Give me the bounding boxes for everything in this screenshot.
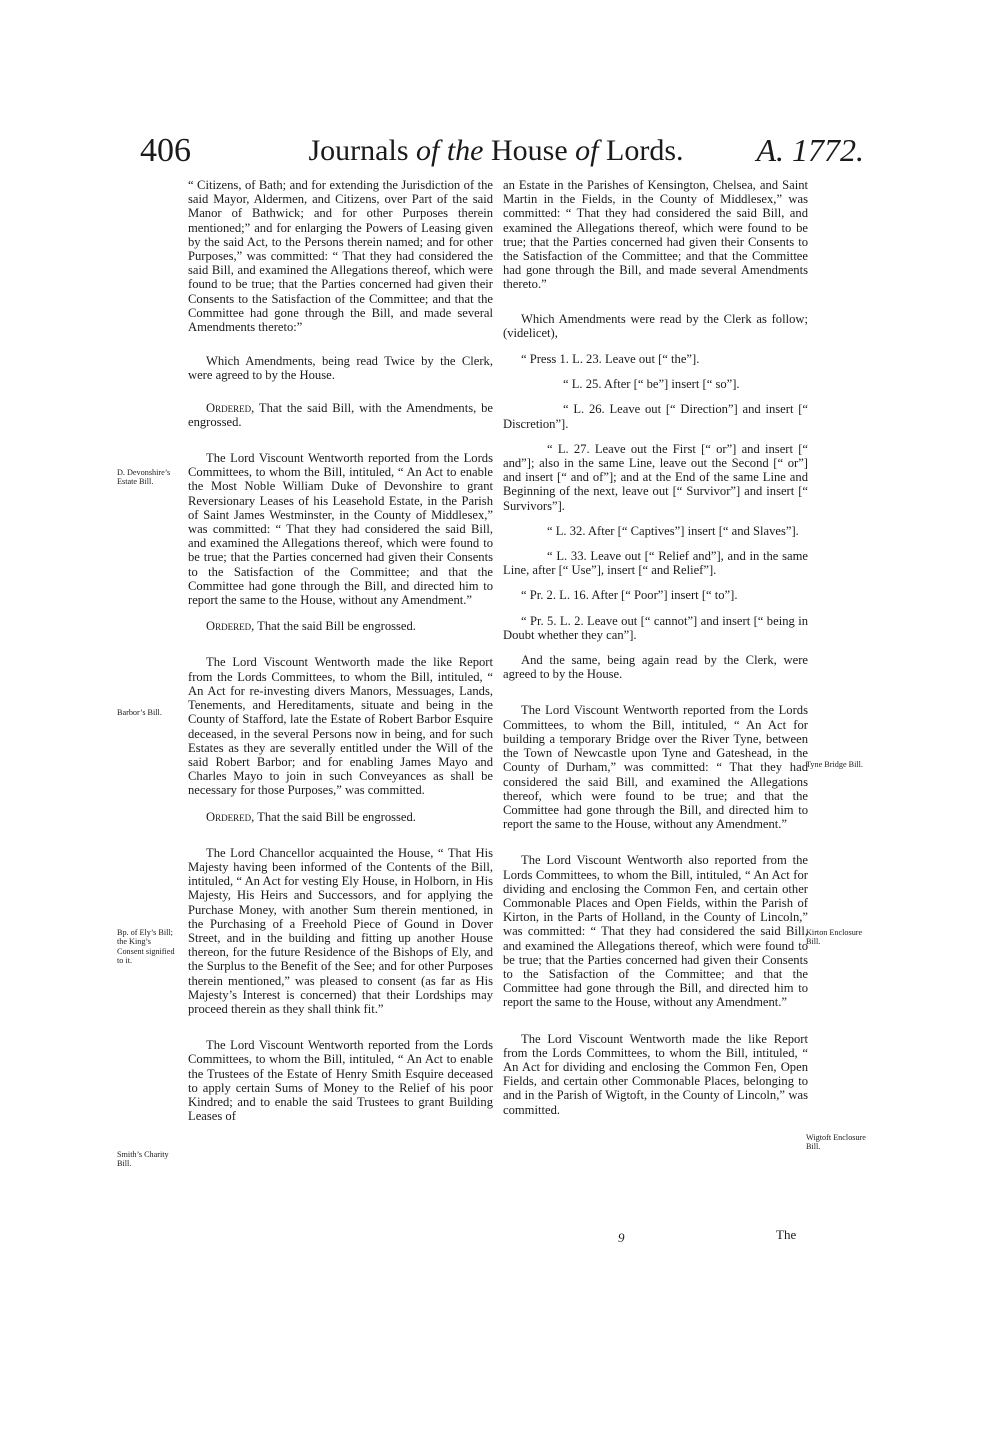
amendment-item: “ L. 27. Leave out the First [“ or”] and insert [“ and”]; also in the same Line, leave out the Second [“ or”] and insert [“ and of”]; and at the End of the same Line and Beginning of the next, leave out [“ Survivor”] and insert [“ Survivors”]. bbox=[503, 441, 808, 513]
ordered-text: That the said Bill be engrossed. bbox=[254, 619, 416, 634]
title-word: of bbox=[575, 134, 599, 167]
right-column bbox=[503, 178, 808, 1129]
margin-note-barbor: Barbor’s Bill. bbox=[117, 708, 162, 717]
margin-note-ely: Bp. of Ely’s Bill; the King’s Consent signified to it. bbox=[117, 928, 175, 966]
page-header bbox=[0, 132, 992, 172]
signature-mark: 9 bbox=[618, 1230, 625, 1245]
ordered-text: That the said Bill be engrossed. bbox=[254, 809, 416, 824]
margin-note-devonshire: D. Devonshire’s Estate Bill. bbox=[117, 468, 171, 487]
amendment-item: “ L. 26. Leave out [“ Direction”] and insert [“ Discretion”]. bbox=[503, 402, 808, 431]
title-word: Journals bbox=[308, 134, 409, 167]
amendment-item: “ L. 33. Leave out [“ Relief and”], and in the same Line, after [“ Use”], insert [“ and Relief”]. bbox=[503, 549, 808, 578]
year-label: A. 1772. bbox=[756, 132, 864, 168]
title-word: House bbox=[491, 134, 568, 167]
paragraph bbox=[188, 401, 493, 429]
page-number: 406 bbox=[140, 132, 191, 169]
ordered-lead: Ordered, bbox=[206, 400, 255, 415]
amendment-item: “ Pr. 2. L. 16. After [“ Poor”] insert [“ to”]. bbox=[521, 588, 738, 603]
ordered-lead: Ordered, bbox=[206, 809, 255, 824]
amendment-item: “ L. 32. After [“ Captives”] insert [“ and Slaves”]. bbox=[547, 523, 799, 538]
left-column bbox=[188, 178, 493, 1135]
paragraph: “ Citizens, of Bath; and for extending the Jurisdiction of the said Mayor, Aldermen, and Citizens, over Part of the said Manor of Bathwick; and for other Purposes therein mentioned;” and for enlarging the Powers of Leasing given by the said Act, to the Persons therein named; and for other Purposes,” was committed: “ That they had considered the said Bill, and examined the Allegations thereof, which were found to be true; that the Parties concerned had given their Consents to the Satisfaction of the Committee; and that the Committee had gone through the Bill, and made several Amendments thereto:” bbox=[188, 178, 493, 335]
paragraph: an Estate in the Parishes of Kensington, Chelsea, and Saint Martin in the Fields, in the County of Middlesex,” was committed: “ That they had considered the said Bill, and examined the Allegations thereof, which were found to be true; that the Parties concerned had given their Consents to the Satisfaction of the Committee; and that the Committee had gone through the Bill, and made several Amendments thereto.” bbox=[503, 178, 808, 292]
amendment-item: “ Press 1. L. 23. Leave out [“ the”]. bbox=[521, 352, 700, 367]
paragraph: The Lord Viscount Wentworth also reported from the Lords Committees, to whom the Bill, intituled, “ An Act for dividing and enclosing the Common Fen, and certain other Commonable Places and Open Fields, within the Parish of Kirton, in the Parts of Holland, in the County of Lincoln,” was committed: “ That they had considered the said Bill, and examined the Allegations thereof, which were found to be true; that the Parties concerned had given their Consents to the Satisfaction of the Committee; and that the Committee had gone through the Bill, and directed him to report the same to the House, without any Amendment.” bbox=[503, 853, 808, 1010]
paragraph: The Lord Chancellor acquainted the House, “ That His Majesty having been informed of the Contents of the Bill, intituled, “ An Act for vesting Ely House, in Holborn, in His Majesty, His Heirs and Successors, and for applying the Purchase Money, with another Sum therein mentioned, in the Purchasing of a Freehold Piece of Gound in Dover Street, and in the building and fitting up another House thereon, for the future Residence of the Bishops of Ely, and the Surplus to the Benefit of the See; and for other Purposes therein mentioned,” was pleased to consent (as far as His Majesty’s Interest is concerned) that their Lordships may proceed therein as they shall think fit.” bbox=[188, 845, 493, 1016]
margin-note-kirton: Kirton Enclosure Bill. bbox=[806, 928, 863, 947]
amendment-item: “ Pr. 5. L. 2. Leave out [“ cannot”] and insert [“ being in Doubt whether they can”]. bbox=[503, 613, 808, 642]
paragraph: And the same, being again read by the Clerk, were agreed to by the House. bbox=[503, 653, 808, 682]
margin-note-smith: Smith’s Charity Bill. bbox=[117, 1150, 169, 1169]
paragraph: Which Amendments were read by the Clerk as follow; (videlicet), bbox=[503, 311, 808, 340]
paragraph: The Lord Viscount Wentworth reported from the Lords Committees, to whom the Bill, intituled, “ An Act to enable the Trustees of the Estate of Henry Smith Esquire deceased to apply certain Sums of Money to the Relief of his poor Kindred; and to enable the said Trustees to grant Building Leases of bbox=[188, 1038, 493, 1124]
margin-note-tyne: Tyne Bridge Bill. bbox=[806, 760, 863, 769]
paragraph bbox=[188, 810, 493, 824]
ordered-lead: Ordered, bbox=[206, 619, 255, 634]
title-word: of bbox=[416, 134, 440, 167]
ordered-text: That the said Bill, with the Amendments, be engrossed. bbox=[188, 400, 493, 429]
paragraph: The Lord Viscount Wentworth made the like Report from the Lords Committees, to whom the Bill, intituled, “ An Act for re-investing divers Manors, Messuages, Lands, Tenements, and Hereditaments, situate and being in the County of Stafford, late the Estate of Robert Barbor Esquire deceased, in the several Persons now in being, and for such Estates as they are severally entitled under the Will of the said Robert Barbor; and for enabling James Mayo and Charles Mayo to join in such Conveyances as shall be necessary for those Purposes,” was committed. bbox=[188, 655, 493, 798]
margin-note-wigtoft: Wigtoft Enclosure Bill. bbox=[806, 1133, 866, 1152]
amendment-item: “ L. 25. After [“ be”] insert [“ so”]. bbox=[563, 377, 740, 392]
title-word: the bbox=[446, 134, 484, 167]
paragraph: The Lord Viscount Wentworth reported from the Lords Committees, to whom the Bill, intituled, “ An Act for building a temporary Bridge over the River Tyne, between the Town of Newcastle upon Tyne and Gateshead, in the County of Durham,” was committed: “ That they had considered the said Bill, and examined the Allegations thereof, which were found to be true; and that the Committee had gone through the Bill, and directed him to report the same to the House, without any Amendment.” bbox=[503, 703, 808, 832]
paragraph: The Lord Viscount Wentworth reported from the Lords Committees, to whom the Bill, intituled, “ An Act to enable the Most Noble William Duke of Devonshire to grant Reversionary Leases of his Leasehold Estate, in the Parish of Saint James Westminster, in the County of Middlesex,” was committed: “ That they had considered the said Bill, and examined the Allegations thereof, which were found to be true; that the Parties concerned had given their Consents to the Satisfaction of the Committee; and that the Committee had gone through the Bill, and directed him to report the same to the House, without any Amendment.” bbox=[188, 451, 493, 608]
paragraph bbox=[188, 619, 493, 633]
title-word: Lords. bbox=[606, 134, 684, 167]
paragraph: The Lord Viscount Wentworth made the like Report from the Lords Committees, to whom the Bill, intituled, “ An Act for dividing and enclosing the Common Fen, Open Fields, and certain other Commonable Places, belonging to and in the Parish of Wigtoft, in the County of Lincoln,” was committed. bbox=[503, 1031, 808, 1117]
paragraph: Which Amendments, being read Twice by the Clerk, were agreed to by the House. bbox=[188, 354, 493, 383]
catchword: The bbox=[776, 1227, 797, 1242]
